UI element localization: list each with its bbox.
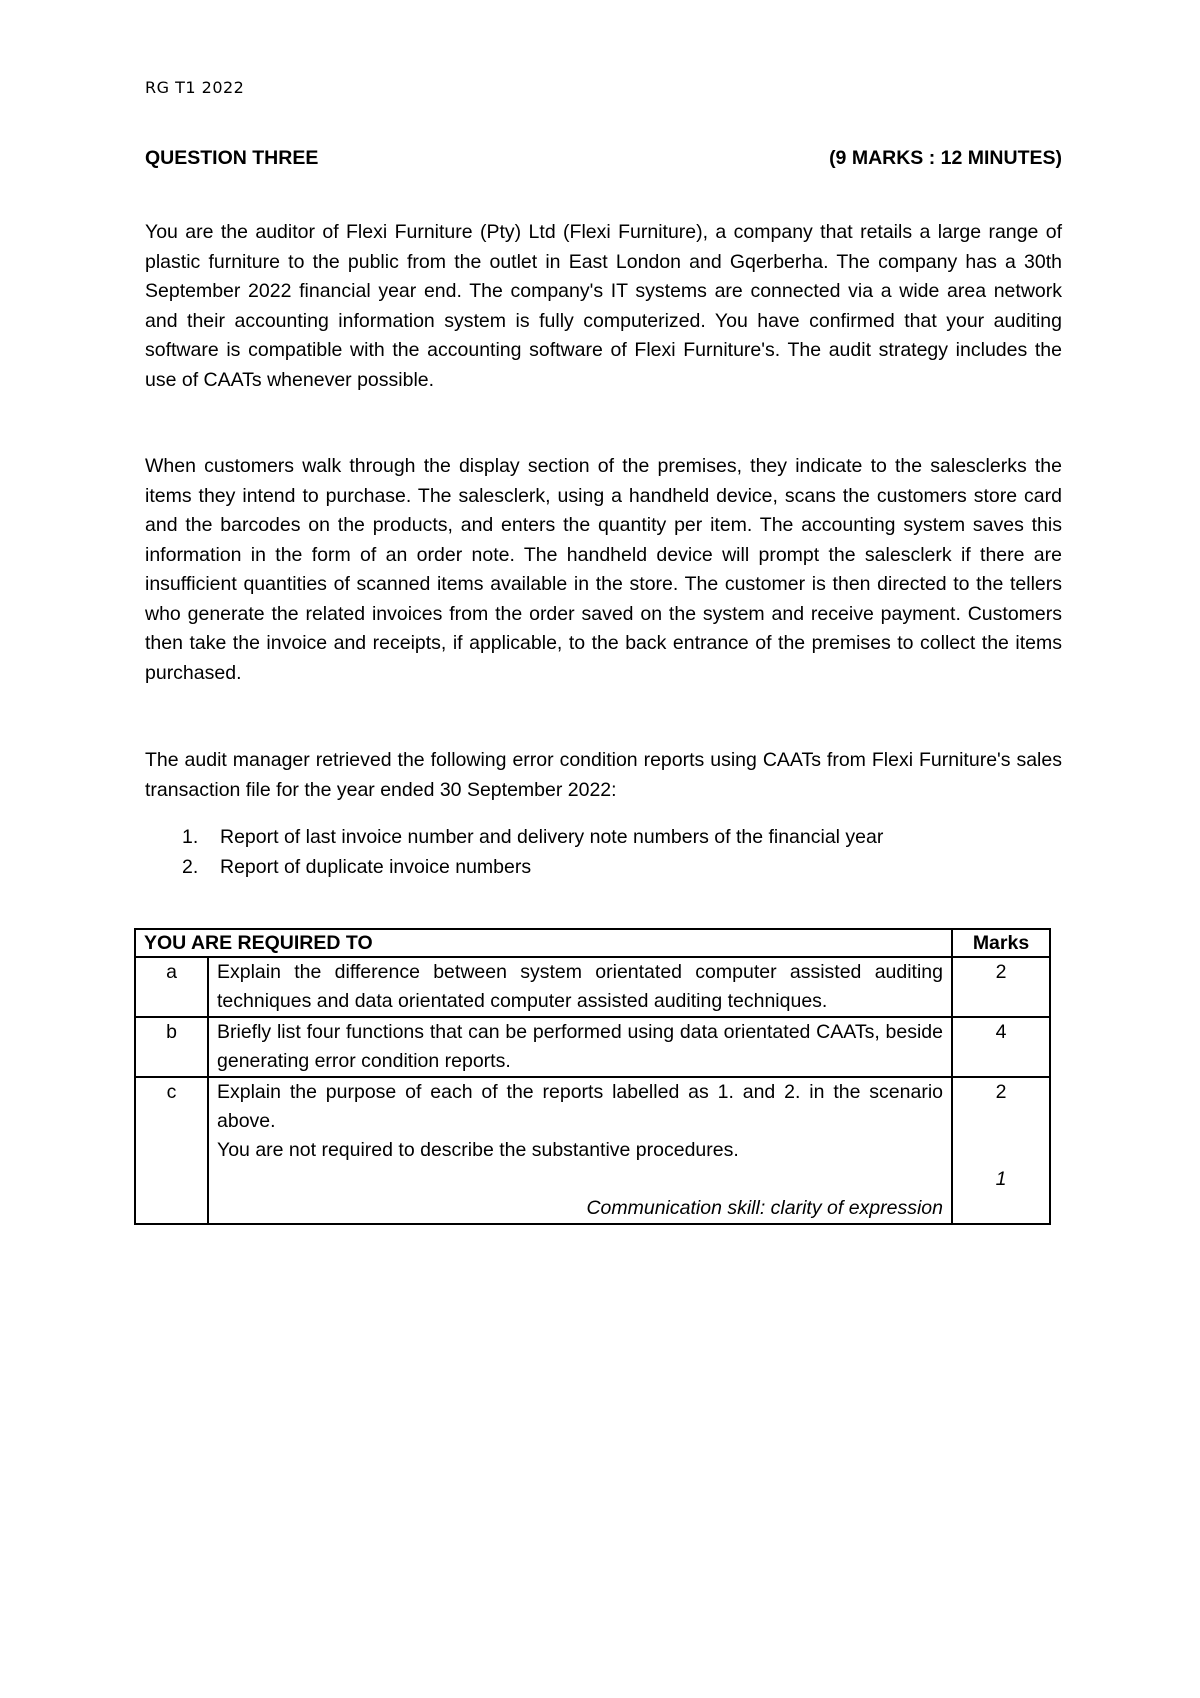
spacer: [217, 1165, 943, 1194]
table-row: [135, 957, 1050, 1017]
table-header-row: [135, 929, 1050, 957]
spacer: [961, 1107, 1041, 1136]
row-task: Explain the difference between system orientated computer assisted auditing techniques and data orientated computer assisted auditing techniques.: [208, 957, 952, 1017]
spacer: [961, 1136, 1041, 1165]
requirements-table: [134, 928, 1051, 1225]
document-header-code: RG T1 2022: [145, 78, 245, 97]
communication-skill-marks: 1: [995, 1168, 1007, 1190]
table-row: [135, 1017, 1050, 1077]
row-marks: [952, 1077, 1050, 1224]
table-row: [135, 1077, 1050, 1224]
list-item: [182, 823, 883, 853]
list-item-number: 1.: [182, 826, 199, 848]
row-task: Briefly list four functions that can be performed using data orientated CAATs, beside generating error condition reports.: [208, 1017, 952, 1077]
process-paragraph: When customers walk through the display section of the premises, they indicate to the salesclerks the items they intend to purchase. The salesclerk, using a handheld device, scans the customers store card and the barcodes on the products, and enters the quantity per item. The accounting system saves this information in the form of an order note. The handheld device will prompt the salesclerk if there are insufficient quantities of scanned items available in the store. The customer is then directed to the tellers who generate the related invoices from the order saved on the system and receive payment. Customers then take the invoice and receipts, if applicable, to the back entrance of the premises to collect the items purchased.: [145, 455, 1062, 684]
question-marks-time: (9 MARKS : 12 MINUTES): [829, 147, 1062, 169]
reports-intro-paragraph: The audit manager retrieved the following error condition reports using CAATs from Flexi Furniture's sales transaction file for the year ended 30 September 2022:: [145, 749, 1062, 801]
row-letter: a: [135, 957, 208, 1017]
question-title-row: [145, 147, 1062, 170]
list-item-text: Report of last invoice number and delivery note numbers of the financial year: [220, 826, 884, 848]
row-task-line: Explain the purpose of each of the reports labelled as 1. and 2. in the scenario above.: [217, 1081, 943, 1132]
row-letter: c: [135, 1077, 208, 1224]
question-title: QUESTION THREE: [145, 147, 319, 169]
row-marks: 4: [952, 1017, 1050, 1077]
list-item-text: Report of duplicate invoice numbers: [220, 855, 532, 878]
row-marks-value: 2: [995, 1081, 1007, 1103]
scenario-paragraph: You are the auditor of Flexi Furniture (Pty) Ltd (Flexi Furniture), a company that retails a large range of plastic furniture to the public from the outlet in East London and Gqerberha. The company has a 30th September 2022 financial year end. The company's IT systems are connected via a wide area network and their accounting information system is fully computerized. You have confirmed that your auditing software is compatible with the accounting software of Flexi Furniture's. The audit strategy includes the use of CAATs whenever possible.: [145, 221, 1062, 391]
communication-skill-label: Communication skill: clarity of expression: [586, 1197, 943, 1219]
marks-header: Marks: [952, 929, 1050, 957]
required-header: YOU ARE REQUIRED TO: [135, 929, 952, 957]
row-letter: b: [135, 1017, 208, 1077]
row-marks: 2: [952, 957, 1050, 1017]
row-task: [208, 1077, 952, 1224]
row-task-note: You are not required to describe the substantive procedures.: [217, 1139, 739, 1161]
list-item-number: 2.: [182, 855, 199, 878]
report-list: [182, 823, 883, 882]
list-item: [182, 853, 883, 883]
